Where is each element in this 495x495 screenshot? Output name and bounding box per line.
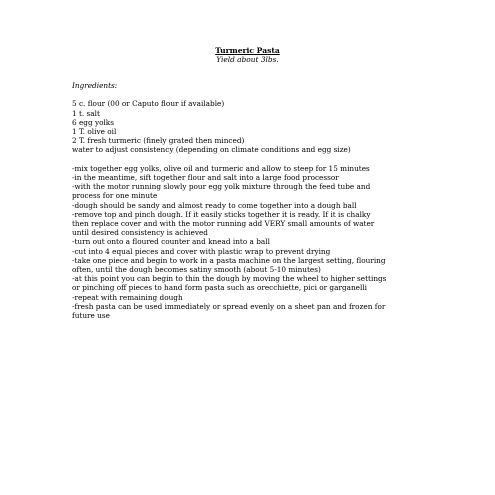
- ingredients-heading: Ingredients:: [72, 81, 118, 90]
- ingredient-item: 2 T. fresh turmeric (finely grated then minced): [72, 136, 245, 146]
- ingredient-item: 1 t. salt: [72, 108, 100, 118]
- step-line: -take one piece and begin to work in a pasta machine on the largest setting, flouring: [72, 255, 386, 265]
- blank-line: [72, 90, 432, 99]
- ingredient-item: 1 T. olive oil: [72, 126, 117, 136]
- step-line: often, until the dough becomes satiny smooth (about 5-10 minutes): [72, 265, 321, 275]
- ingredient-item: 6 egg yolks: [72, 117, 114, 127]
- document-header: [0, 46, 495, 64]
- step-line: then replace cover and with the motor running add VERY small amounts of water: [72, 219, 375, 228]
- step-line: process for one minute: [72, 191, 158, 201]
- step-line: or pinching off pieces to hand form pasta such as orecchiette, pici or garganelli: [72, 283, 367, 293]
- ingredient-item: 5 c. flour (00 or Caputo flour if available): [72, 99, 225, 109]
- step-line: -in the meantime, sift together flour and salt into a large food processor: [72, 172, 339, 182]
- step-line: -cut into 4 equal pieces and cover with plastic wrap to prevent drying: [72, 246, 331, 256]
- step-line: until desired consistency is achieved: [72, 228, 208, 238]
- steps-list: [72, 164, 432, 320]
- step-line: -remove top and pinch dough. If it easily sticks together it is ready. If it is chalky: [72, 209, 371, 219]
- ingredient-item: water to adjust consistency (depending on climate conditions and egg size): [72, 145, 351, 155]
- blank-line: [72, 155, 432, 164]
- step-line: future use: [72, 311, 110, 321]
- recipe-body: [72, 81, 432, 320]
- step-line: -mix together egg yolks, olive oil and turmeric and allow to steep for 15 minutes: [72, 163, 370, 173]
- step-line: -fresh pasta can be used immediately or spread evenly on a sheet pan and frozen for: [72, 301, 386, 311]
- step-line: -repeat with remaining dough: [72, 292, 183, 302]
- step-line: -turn out onto a floured counter and knead into a ball: [72, 237, 270, 247]
- step-line: -at this point you can begin to thin the dough by moving the wheel to higher settings: [72, 274, 387, 284]
- recipe-yield: Yield about 3lbs.: [216, 55, 279, 64]
- step-line: -with the motor running slowly pour egg yolk mixture through the feed tube and: [72, 182, 371, 192]
- ingredients-list: [72, 99, 432, 154]
- step-line: -dough should be sandy and almost ready to come together into a dough ball: [72, 200, 357, 210]
- recipe-title: Turmeric Pasta: [215, 46, 280, 55]
